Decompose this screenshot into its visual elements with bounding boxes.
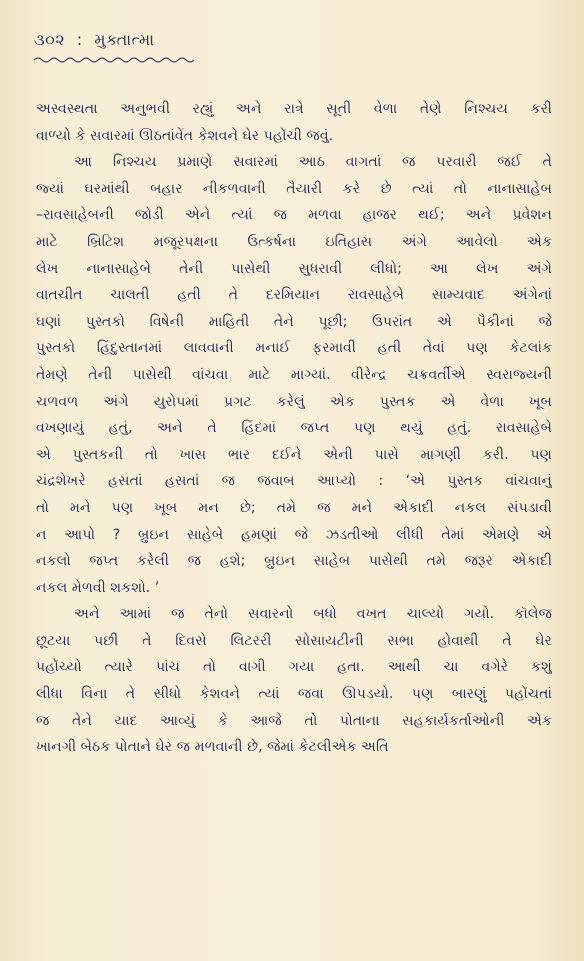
paragraph-line: જ તેને યાદ આવ્યું કે આજે તો પોતાના સહકાર્યકર્તાઓની એક	[36, 712, 552, 729]
paragraph-line: ચળવળ અંગે યુરોપમાં પ્રગટ કરેલું એક પુસ્તક એ વેળા ખૂબ	[36, 393, 552, 410]
paragraph-line: નકલ મેળવી શકશો. ’	[36, 579, 160, 596]
head-separator: :	[76, 30, 83, 49]
paragraph-line: અને આમાં જ તેનો સવારનો બધો વખત ચાલ્યો ગયો. કૉલેજ	[74, 606, 552, 623]
paragraph-line: જ્યાં ઘરમાંથી બહાર નીકળવાની તૈયારી કરે છે ત્યાં તો નાનાસાહેબ	[36, 180, 552, 197]
paragraph-line: તો મને પણ ખૂબ મન છે; તમે જ મને એકાદી નકલ સંપડાવી	[36, 499, 552, 516]
paragraph-line: માટે બ્રિટિશ મજૂરપક્ષના ઉત્કર્ષના ઇતિહાસ અંગે આવેલો એક	[36, 233, 552, 250]
paragraph-line: –રાવસાહેબની જોડી એને ત્યાં જ મળવા હાજર થઈ; અને પ્રવેશન	[36, 207, 552, 224]
paragraph-line: પહોંચ્યો ત્યારે પાંચ તો વાગી ગયા હતા. આથી ચા વગેરે કશું	[36, 659, 552, 676]
paragraph-line: લીધા વિના તે સીધો કેશવને ત્યાં જવા ઊપડયો. પણ બારણું પહોંચતાં	[36, 686, 552, 703]
book-title: મુક્તાત્મા	[94, 30, 155, 49]
paragraph-line: લેખ નાનાસાહેબે તેની પાસેથી સુધરાવી લીધો; આ લેખ અંગે	[36, 260, 552, 277]
paragraph-line: ચંદ્રશેખરે હસતાં હસતાં જ જવાબ આપ્યો : ‘એ પુસ્તક વાંચવાનું	[36, 473, 552, 490]
paragraph-line: ન આપો ? બ્રુઇન સાહેબે હમણાં જે ઝડતીઓ લીધી તેમાં એમણે એ	[36, 526, 552, 543]
paragraph-line: અસ્વસ્થતા અનુભવી રહ્યું અને રાત્રે સૂતી વેળા તેણે નિશ્ચય કરી	[36, 101, 552, 117]
paragraph-line: એ પુસ્તકની તો ખાસ ભાર દઈને એની પાસે માગણી કરી. પણ	[36, 446, 552, 463]
paragraph-line: ઘણાં પુસ્તકો વિષેની માહિતી તેને પૂછી; ઉપરાંત એ પૈકીનાં જે	[36, 313, 552, 330]
page-number: ૩૦૨	[34, 30, 66, 49]
paragraph-line: નકલો જપ્ત કરેલી જ હશે; બ્રુઇન સાહેબ પાસેથી તમે જરૂર એકાદી	[36, 553, 552, 570]
paragraph-line: ખાનગી બેઠક પોતાને ઘેર જ મળવાની છે, જેમાં કેટલીએક અતિ	[36, 739, 389, 756]
paragraph-line: છૂટયા પછી તે દિવસે લિટરરી સોસાયટીની સભા હોવાથી તે ઘેર	[36, 632, 552, 649]
paragraph-line: તેમણે તેની પાસેથી વાંચવા માટે માગ્યાં. વીરેન્દ્ર ચક્રવર્તીએ સ્વરાજ્યની	[36, 366, 552, 383]
paragraph-line: વખણાયું હતું, અને તે હિંદમાં જપ્ત પણ થયું હતું. રાવસાહેબે	[36, 420, 552, 437]
running-head	[34, 30, 155, 50]
paragraph-line: વાતચીત ચાલતી હતી તે દરમિયાન રાવસાહેબે સામ્યવાદ અંગેનાં	[36, 287, 552, 304]
paragraph-line: આ નિશ્ચય પ્રમાણે સવારમાં આઠ વાગતાં જ પરવારી જઈ તે	[74, 154, 552, 171]
paragraph-line: પુસ્તકો હિંદુસ્તાનમાં લાવવાની મનાઈ ફરમાવી હતી તેવાં પણ કેટલાંક	[36, 340, 552, 357]
paragraph-line: વાળ્યો કે સવારમાં ઊઠતાંવેંત કેશવને ઘેર પહોંચી જવું.	[36, 127, 334, 144]
decorative-wavy-rule	[34, 56, 196, 64]
body-text	[36, 96, 552, 761]
